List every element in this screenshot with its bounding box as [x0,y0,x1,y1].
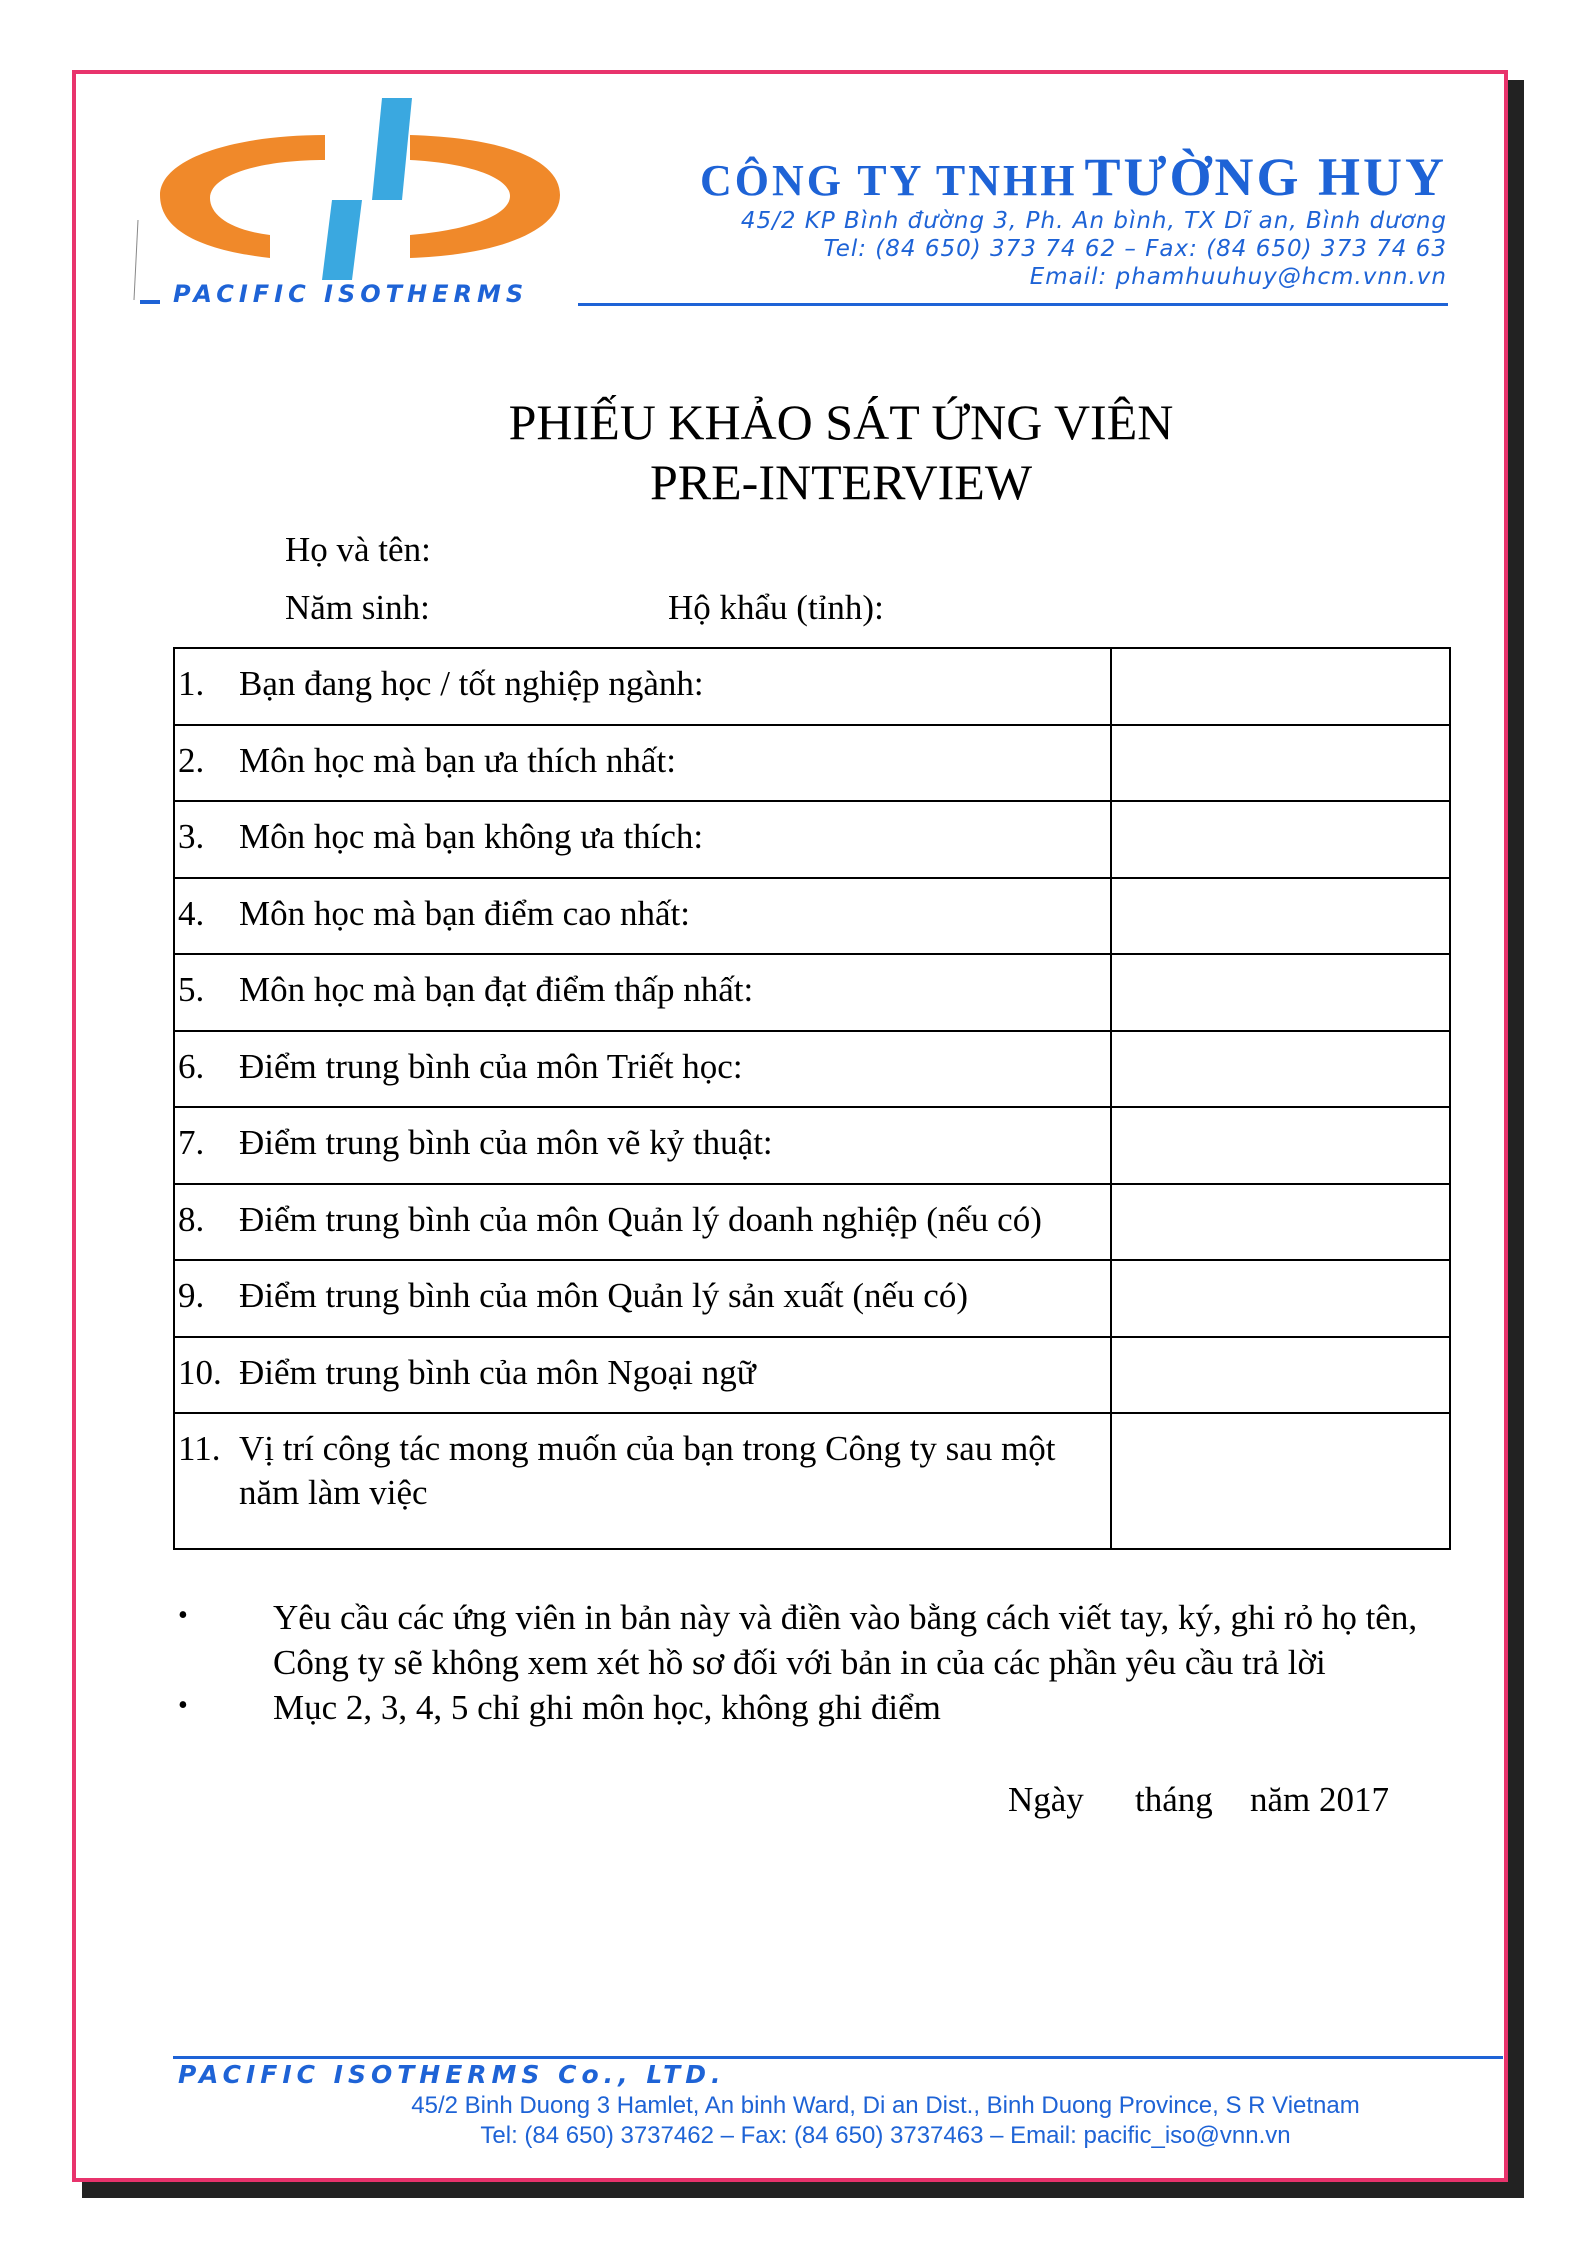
answer-cell[interactable] [1111,1260,1450,1337]
company-name-main: TƯỜNG HUY [1084,147,1447,207]
answer-cell[interactable] [1111,954,1450,1031]
company-address: 45/2 KP Bình đường 3, Ph. An bình, TX Dĩ an, Bình dương [740,208,1447,234]
logo-orange-swoosh-right [410,135,560,258]
birth-year-label: Năm sinh: [285,588,430,627]
logo-cyan-bar-left [322,200,362,280]
table-row [174,648,1450,725]
question-text: Điểm trung bình của môn Quản lý doanh nghiệp (nếu có) [239,1199,1042,1239]
day-label: Ngày [1008,1780,1084,1819]
question-text: Môn học mà bạn ưa thích nhất: [239,740,676,780]
question-text: Điểm trung bình của môn vẽ kỷ thuật: [239,1123,773,1162]
table-row [174,1260,1450,1337]
form-subtitle: PRE-INTERVIEW [649,454,1033,510]
question-text: Điểm trung bình của môn Ngoại ngữ [239,1352,756,1392]
question-text: Môn học mà bạn đạt điểm thấp nhất: [239,970,754,1009]
question-number: 7. [178,1123,205,1162]
question-number: 5. [178,970,205,1009]
table-row [174,1413,1450,1549]
company-name [700,146,1447,208]
question-cell [174,1107,1111,1184]
logo-thin-line [134,220,138,300]
question-cell [174,1337,1111,1414]
bullet-2: • [178,1690,188,1721]
note-2: Mục 2, 3, 4, 5 chỉ ghi môn học, không ghi điểm [273,1688,941,1727]
footer-rule [173,2056,1503,2059]
question-text: Bạn đang học / tốt nghiệp ngành: [239,664,704,703]
answer-cell[interactable] [1111,878,1450,955]
question-number: 9. [178,1276,205,1315]
question-cell [174,1031,1111,1108]
answer-cell[interactable] [1111,1184,1450,1261]
form-title: PHIẾU KHẢO SÁT ỨNG VIÊN [508,394,1174,450]
header-rule [578,303,1448,306]
question-cell [174,1413,1111,1549]
logo-orange-swoosh [160,135,325,258]
table-row [174,801,1450,878]
question-cell [174,878,1111,955]
question-text: Vị trí công tác mong muốn của bạn trong Công ty sau một năm làm việc [239,1429,1056,1512]
answer-cell[interactable] [1111,1337,1450,1414]
question-number: 3. [178,817,205,856]
answer-cell[interactable] [1111,1031,1450,1108]
question-cell [174,1184,1111,1261]
bullet-1: • [178,1600,188,1631]
question-number: 10. [178,1352,222,1392]
question-cell [174,648,1111,725]
table-row [174,725,1450,802]
company-prefix: CÔNG TY TNHH [700,156,1078,205]
question-cell [174,954,1111,1031]
question-cell [174,801,1111,878]
question-text: Môn học mà bạn điểm cao nhất: [239,893,690,933]
question-number: 6. [178,1046,205,1086]
question-cell [174,725,1111,802]
question-number: 4. [178,893,205,933]
answer-cell[interactable] [1111,1413,1450,1549]
question-number: 2. [178,740,205,780]
name-label: Họ và tên: [285,530,431,569]
table-row [174,1184,1450,1261]
survey-table [173,647,1451,1550]
year-label: năm 2017 [1250,1780,1390,1819]
answer-cell[interactable] [1111,1107,1450,1184]
logo-dash [140,300,160,304]
date-line [1008,1780,1389,1820]
question-text: Môn học mà bạn không ưa thích: [239,817,704,856]
question-number: 1. [178,664,205,703]
footer-company: PACIFIC ISOTHERMS Co., LTD. [178,2060,726,2089]
footer-contact: Tel: (84 650) 3737462 – Fax: (84 650) 3737463 – Email: pacific_iso@vnn.vn [480,2122,1291,2149]
table-row [174,1031,1450,1108]
table-row [174,1337,1450,1414]
answer-cell[interactable] [1111,725,1450,802]
footer-address: 45/2 Binh Duong 3 Hamlet, An binh Ward, Di an Dist., Binh Duong Province, S R Vietnam [411,2092,1360,2119]
table-row [174,1107,1450,1184]
logo-cyan-bar-right [372,98,412,200]
answer-cell[interactable] [1111,801,1450,878]
question-text: Điểm trung bình của môn Quản lý sản xuất (nếu có) [239,1276,968,1315]
logo-wordmark: PACIFIC ISOTHERMS [173,280,529,308]
question-text: Điểm trung bình của môn Triết học: [239,1046,743,1086]
question-cell [174,1260,1111,1337]
question-number: 8. [178,1199,205,1239]
company-email: Email: phamhuuhuy@hcm.vnn.vn [1029,264,1447,290]
company-phone-fax: Tel: (84 650) 373 74 62 – Fax: (84 650) 373 74 63 [823,236,1447,262]
answer-cell[interactable] [1111,648,1450,725]
question-number: 11. [178,1429,221,1468]
note-1: Yêu cầu các ứng viên in bản này và điền vào bằng cách viết tay, ký, ghi rỏ họ tên, Công ty sẽ không xem xét hồ sơ đối với bản in của các phần yêu cầu trả lời [273,1598,1418,1682]
month-label: tháng [1135,1780,1213,1819]
table-row [174,878,1450,955]
hometown-label: Hộ khẩu (tỉnh): [668,588,884,627]
table-row [174,954,1450,1031]
